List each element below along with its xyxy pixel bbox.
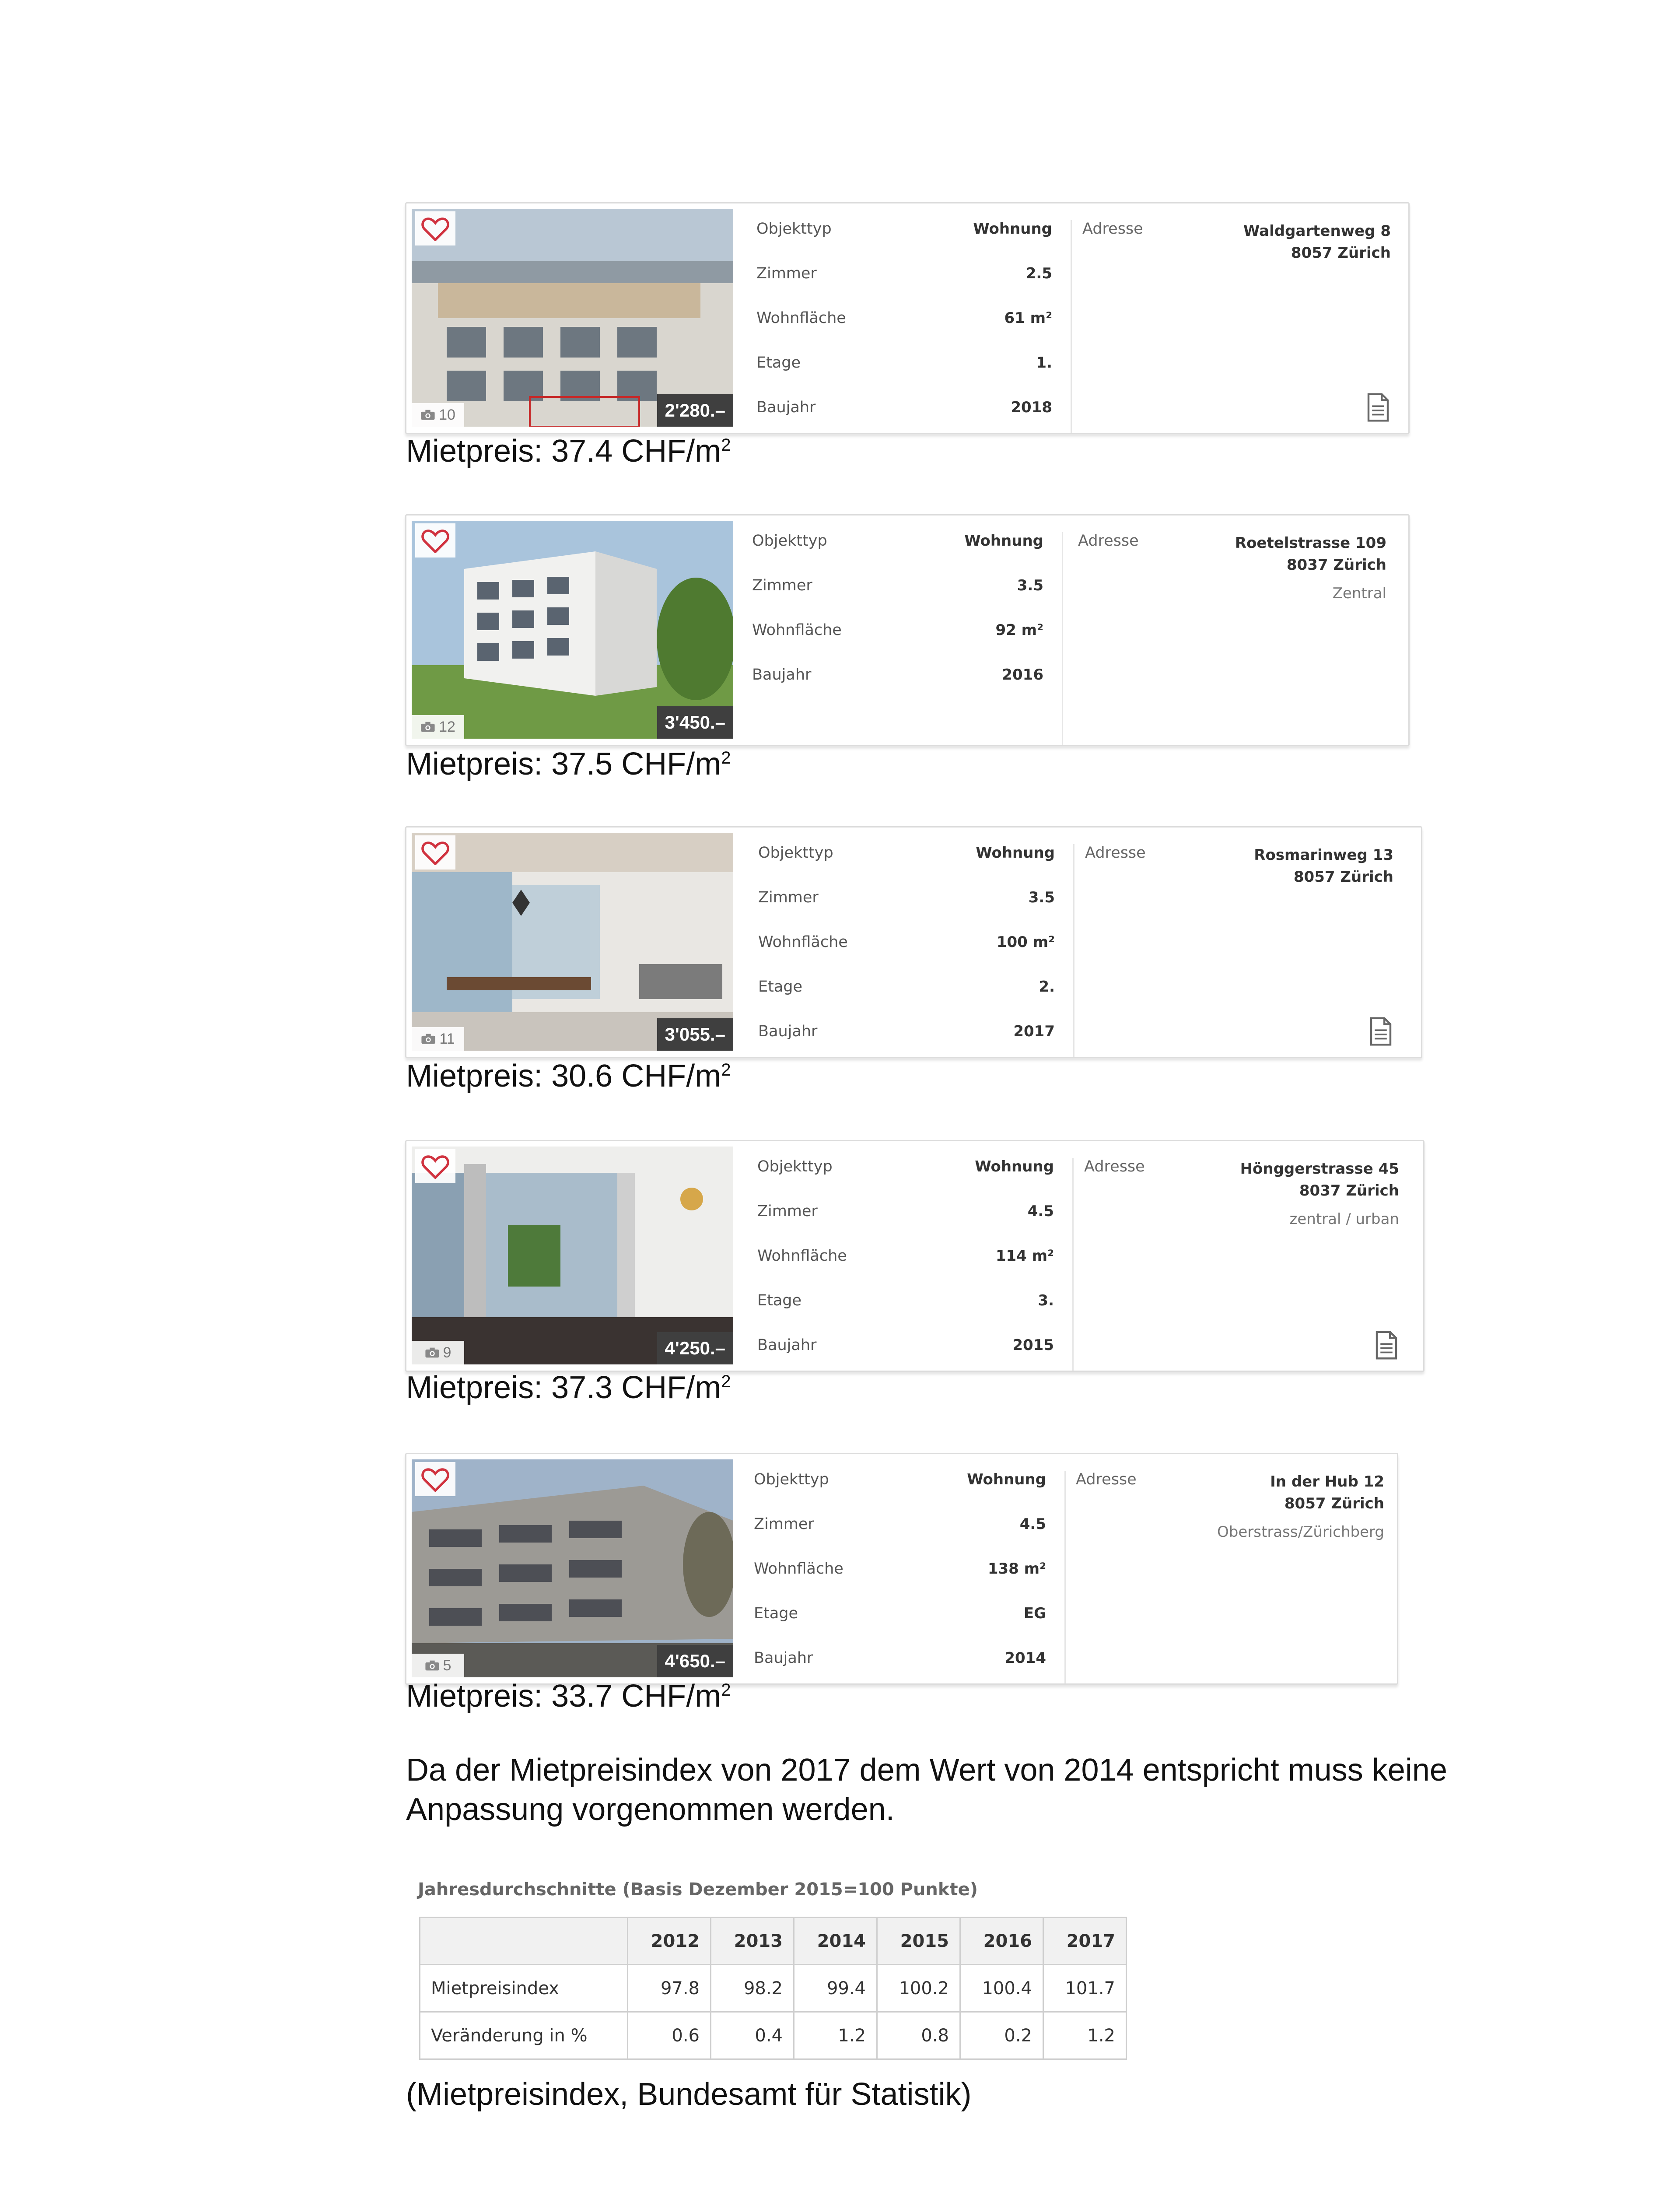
price-tag: 3'450.– [657, 706, 733, 739]
photo-count-value: 5 [443, 1657, 452, 1674]
camera-icon [420, 721, 435, 733]
spec-row [756, 399, 1052, 443]
table-corner-cell [420, 1918, 628, 1965]
address-line: 8037 Zürich [1299, 1182, 1399, 1199]
table-cell: 0.6 [628, 2012, 711, 2059]
spec-value: 2.5 [1026, 265, 1052, 282]
spec-row [756, 265, 1052, 309]
spec-row [752, 666, 1043, 711]
spec-row [752, 532, 1043, 577]
rent-per-sqm-text: Mietpreis: 37.3 CHF/m [406, 1370, 721, 1405]
rent-per-sqm [406, 1058, 731, 1094]
address-lines [1243, 220, 1391, 264]
price-tag: 2'280.– [657, 394, 733, 427]
document-icon[interactable] [1365, 393, 1391, 426]
rent-per-sqm [406, 433, 731, 469]
spec-label: Baujahr [756, 399, 816, 416]
photo-count [412, 715, 464, 739]
rent-per-sqm-text: Mietpreis: 33.7 CHF/m [406, 1679, 721, 1714]
spec-label: Objekttyp [752, 532, 827, 550]
address-line: 8057 Zürich [1293, 868, 1393, 886]
spec-value: 138 m² [987, 1560, 1046, 1578]
spec-label: Baujahr [754, 1649, 813, 1667]
spec-value: 2018 [1011, 399, 1052, 416]
table-cell: 0.4 [711, 2012, 794, 2059]
photo-count-value: 10 [439, 406, 455, 423]
rent-per-sqm [406, 746, 731, 782]
address-line: 8057 Zürich [1284, 1495, 1384, 1512]
spec-label: Etage [756, 354, 801, 372]
spec-label: Etage [757, 1292, 802, 1309]
year-header: 2016 [960, 1918, 1043, 1965]
spec-label: Zimmer [756, 265, 817, 282]
address-block [1082, 220, 1391, 421]
spec-rows [739, 1158, 1072, 1381]
spec-label: Baujahr [758, 1023, 818, 1040]
rent-per-sqm-text: Mietpreis: 37.4 CHF/m [406, 434, 721, 469]
address-lines [1217, 1471, 1384, 1541]
spec-row [758, 933, 1055, 978]
address-line: Roetelstrasse 109 [1235, 534, 1386, 552]
address-note: Oberstrass/Zürichberg [1217, 1523, 1384, 1541]
spec-value: 3.5 [1028, 889, 1055, 906]
table-cell: 98.2 [711, 1965, 794, 2012]
conclusion-paragraph: Da der Mietpreisindex von 2017 dem Wert von 2014 entspricht muss keine Anpassung vorgenommen werden. [406, 1753, 1447, 1827]
spec-label: Wohnfläche [758, 933, 848, 951]
camera-icon [421, 1033, 436, 1045]
spec-value: Wohnung [967, 1471, 1046, 1488]
address-block [1076, 1471, 1384, 1672]
camera-icon [420, 409, 435, 421]
spec-row [756, 354, 1052, 399]
heart-icon[interactable] [415, 1462, 455, 1496]
spec-row [757, 1203, 1054, 1247]
spec-label: Wohnfläche [754, 1560, 844, 1578]
rent-per-sqm [406, 1678, 731, 1714]
year-header: 2017 [1043, 1918, 1127, 1965]
spec-value: Wohnung [975, 1158, 1054, 1175]
rent-per-sqm-superscript: 2 [721, 1680, 731, 1700]
table-cell: 100.2 [877, 1965, 960, 2012]
address-line: 8037 Zürich [1286, 556, 1386, 574]
spec-row [754, 1605, 1046, 1649]
spec-row [756, 309, 1052, 354]
source-note: (Mietpreisindex, Bundesamt für Statistik) [406, 2077, 972, 2112]
address-lines [1240, 1158, 1399, 1228]
table-caption: Jahresdurchschnitte (Basis Dezember 2015=100 Punkte) [418, 1879, 978, 1900]
price-tag: 4'650.– [657, 1645, 733, 1677]
row-label: Mietpreisindex [420, 1965, 628, 2012]
listing-photo[interactable] [412, 521, 733, 739]
table-cell: 1.2 [1043, 2012, 1127, 2059]
address-label: Adresse [1085, 844, 1146, 862]
table-row [420, 2012, 1127, 2059]
spec-value: 2. [1039, 978, 1055, 996]
spec-value: 114 m² [995, 1247, 1054, 1265]
rent-per-sqm-superscript: 2 [721, 1372, 731, 1391]
price-tag: 3'055.– [657, 1018, 733, 1051]
year-header: 2012 [628, 1918, 711, 1965]
spec-value: 1. [1036, 354, 1052, 372]
spec-label: Wohnfläche [756, 309, 846, 327]
rent-per-sqm-superscript: 2 [721, 1060, 731, 1080]
year-header: 2013 [711, 1918, 794, 1965]
spec-label: Zimmer [757, 1203, 818, 1220]
spec-rows [740, 844, 1073, 1067]
spec-row [754, 1560, 1046, 1605]
spec-row [757, 1336, 1054, 1381]
spec-label: Etage [754, 1605, 798, 1622]
price-tag: 4'250.– [657, 1332, 733, 1364]
spec-list [740, 844, 1074, 1057]
heart-icon[interactable] [415, 523, 455, 558]
address-line: Hönggerstrasse 45 [1240, 1160, 1399, 1178]
spec-label: Baujahr [757, 1336, 817, 1354]
rent-per-sqm [406, 1370, 731, 1406]
table-cell: 100.4 [960, 1965, 1043, 2012]
listing-photo[interactable] [412, 1459, 733, 1677]
spec-value: 61 m² [1004, 309, 1052, 327]
year-header: 2015 [877, 1918, 960, 1965]
listing-photo[interactable] [412, 833, 733, 1051]
document-icon[interactable] [1368, 1017, 1393, 1050]
spec-value: 4.5 [1019, 1515, 1046, 1533]
spec-value: 2017 [1013, 1023, 1055, 1040]
spec-value: 100 m² [996, 933, 1055, 951]
spec-value: 3.5 [1017, 577, 1043, 594]
rent-per-sqm-text: Mietpreis: 30.6 CHF/m [406, 1059, 721, 1094]
address-lines [1254, 844, 1393, 888]
spec-label: Objekttyp [754, 1471, 829, 1488]
document-icon[interactable] [1374, 1331, 1399, 1364]
table-row [420, 1965, 1127, 2012]
spec-row [752, 577, 1043, 621]
spec-label: Wohnfläche [752, 621, 842, 639]
spec-list [735, 1471, 1066, 1683]
heart-icon[interactable] [415, 1149, 455, 1183]
row-label: Veränderung in % [420, 2012, 628, 2059]
table-header-row [420, 1918, 1127, 1965]
rent-per-sqm-superscript: 2 [721, 435, 731, 455]
photo-count [412, 1654, 464, 1677]
address-label: Adresse [1078, 532, 1139, 550]
photo-count [412, 403, 464, 427]
heart-icon[interactable] [415, 211, 455, 245]
spec-value: 92 m² [995, 621, 1043, 639]
spec-row [758, 1023, 1055, 1067]
spec-value: 2014 [1004, 1649, 1046, 1667]
photo-count-value: 11 [439, 1030, 455, 1047]
address-label: Adresse [1084, 1158, 1145, 1175]
spec-value: 2016 [1002, 666, 1043, 684]
spec-row [757, 1247, 1054, 1292]
table-cell: 1.2 [794, 2012, 877, 2059]
listing-photo[interactable] [412, 209, 733, 427]
table-cell: 0.8 [877, 2012, 960, 2059]
address-lines [1235, 532, 1386, 602]
spec-row [756, 220, 1052, 265]
address-line: In der Hub 12 [1270, 1473, 1384, 1490]
spec-label: Wohnfläche [757, 1247, 847, 1265]
spec-label: Zimmer [752, 577, 812, 594]
address-label: Adresse [1076, 1471, 1137, 1488]
rent-per-sqm-superscript: 2 [721, 748, 731, 768]
spec-list [739, 1158, 1074, 1371]
spec-value: 4.5 [1027, 1203, 1054, 1220]
address-label: Adresse [1082, 220, 1143, 238]
spec-value: Wohnung [964, 532, 1043, 550]
listing-card[interactable] [405, 1140, 1424, 1372]
spec-label: Objekttyp [756, 220, 832, 238]
spec-row [754, 1649, 1046, 1694]
listing-card[interactable] [405, 202, 1410, 434]
spec-row [757, 1292, 1054, 1336]
address-block [1078, 532, 1386, 733]
spec-value: Wohnung [976, 844, 1055, 862]
listing-card[interactable] [405, 1453, 1398, 1685]
listing-photo[interactable] [412, 1147, 733, 1364]
spec-value: 3. [1038, 1292, 1054, 1309]
spec-row [757, 1158, 1054, 1203]
rent-index-table [419, 1917, 1127, 2060]
rent-per-sqm-text: Mietpreis: 37.5 CHF/m [406, 747, 721, 782]
photo-count-value: 12 [439, 718, 455, 735]
spec-label: Baujahr [752, 666, 812, 684]
address-note: Zentral [1332, 585, 1386, 602]
address-note: zentral / urban [1289, 1210, 1399, 1228]
spec-label: Etage [758, 978, 803, 996]
spec-value: EG [1023, 1605, 1046, 1622]
photo-count-value: 9 [443, 1344, 452, 1361]
table-cell: 0.2 [960, 2012, 1043, 2059]
spec-rows [735, 1471, 1064, 1694]
address-line: 8057 Zürich [1291, 244, 1391, 262]
spec-label: Zimmer [754, 1515, 814, 1533]
spec-list [738, 220, 1072, 433]
spec-label: Zimmer [758, 889, 819, 906]
spec-row [754, 1471, 1046, 1515]
spec-row [754, 1515, 1046, 1560]
photo-count [412, 1027, 464, 1051]
spec-label: Objekttyp [757, 1158, 833, 1175]
spec-row [758, 889, 1055, 933]
photo-count [412, 1341, 464, 1364]
camera-icon [425, 1347, 440, 1358]
listing-card[interactable] [405, 826, 1422, 1058]
heart-icon[interactable] [415, 835, 455, 870]
address-line: Waldgartenweg 8 [1243, 222, 1391, 240]
listing-card[interactable] [405, 514, 1410, 746]
address-block [1084, 1158, 1399, 1359]
spec-row [752, 621, 1043, 666]
spec-label: Objekttyp [758, 844, 833, 862]
address-line: Rosmarinweg 13 [1254, 846, 1393, 864]
year-header: 2014 [794, 1918, 877, 1965]
table-cell: 97.8 [628, 1965, 711, 2012]
spec-row [758, 978, 1055, 1023]
table-cell: 101.7 [1043, 1965, 1127, 2012]
spec-rows [738, 220, 1071, 443]
address-block [1085, 844, 1393, 1045]
spec-list [734, 532, 1063, 745]
spec-value: Wohnung [973, 220, 1052, 238]
spec-row [758, 844, 1055, 889]
table-cell: 99.4 [794, 1965, 877, 2012]
camera-icon [425, 1660, 440, 1671]
spec-value: 2015 [1012, 1336, 1054, 1354]
spec-rows [734, 532, 1062, 711]
